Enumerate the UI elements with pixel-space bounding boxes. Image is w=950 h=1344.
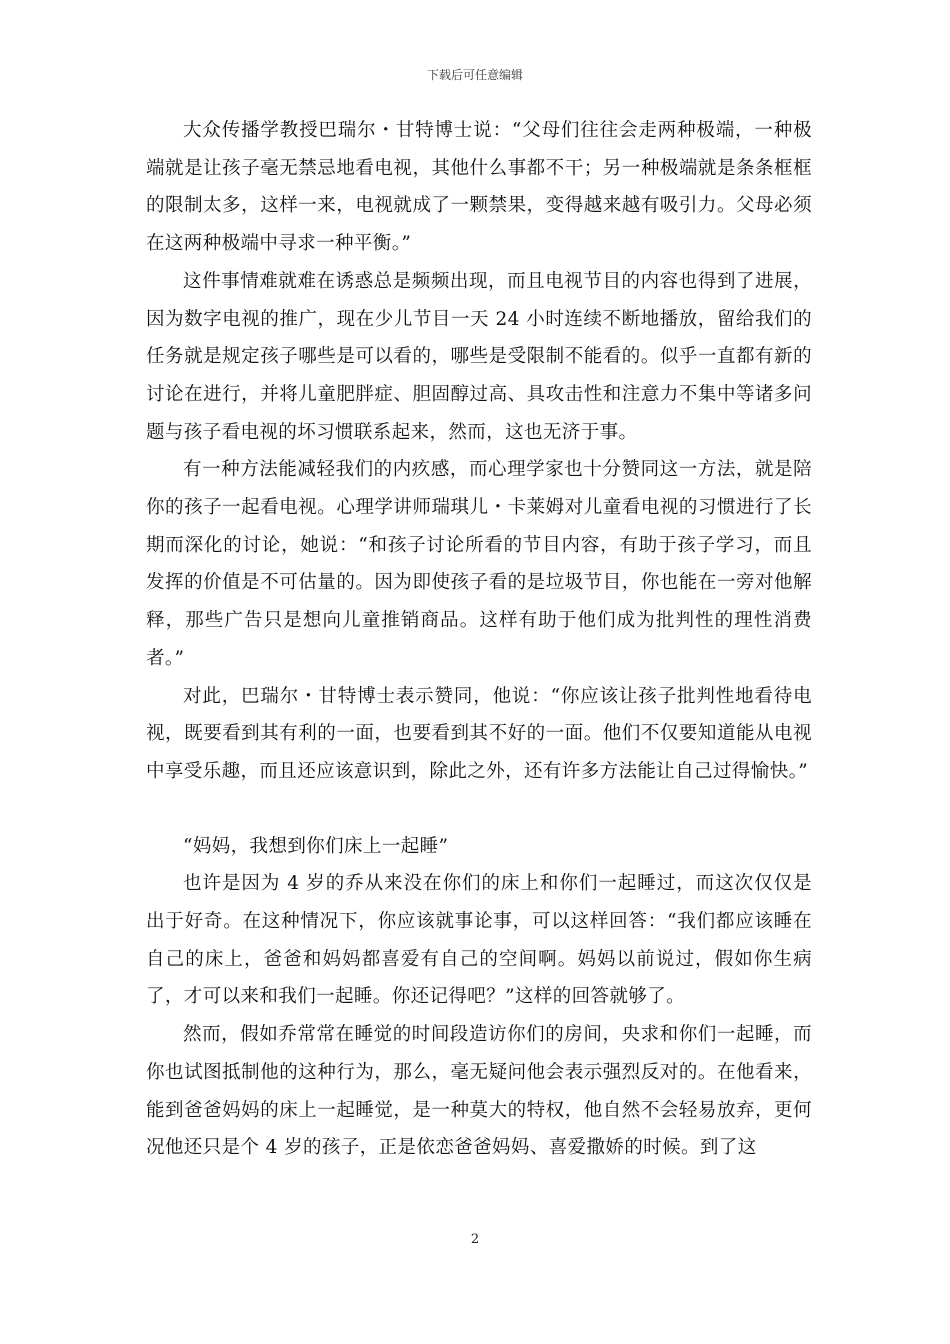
paragraph-curiosity: 也许是因为 4 岁的乔从来没在你们的床上和你们一起睡过，而这次仅仅是出于好奇。在这种情况下，你应该就事论事，可以这样回答：“我们都应该睡在自己的床上，爸爸和妈妈都喜爱有自己的空间啊。妈妈以前说过，假如你生病了，才可以来和我们一起睡。你还记得吧？”这样的回答就够了。 (146, 873, 812, 1008)
paragraph-temptation: 这件事情难就难在诱惑总是频频出现，而且电视节目的内容也得到了进展，因为数字电视的推广，现在少儿节目一天 24 小时连续不断地播放，留给我们的任务就是规定孩子哪些是可以看的，哪些是受限制不能看的。似乎一直都有新的讨论在进行，并将儿童肥胖症、胆固醇过高、具攻击性和注意力不集中等诸多问题与孩子看电视的坏习惯联系起来，然而，这也无济于事。 (146, 270, 812, 443)
document-body (146, 112, 812, 1167)
section-spacer (146, 791, 812, 828)
section-title: “妈妈，我想到你们床上一起睡” (183, 835, 449, 857)
paragraph-resistance: 然而，假如乔常常在睡觉的时间段造访你们的房间，央求和你们一起睡，而你也试图抵制他的这种行为，那么，毫无疑问他会表示强烈反对的。在他看来，能到爸爸妈妈的床上一起睡觉，是一种莫大的特权，他自然不会轻易放弃，更何况他还只是个 4 岁的孩子，正是依恋爸爸妈妈、喜爱撒娇的时候。到了这 (146, 1024, 812, 1159)
paragraph-watch-together: 有一种方法能减轻我们的内疚感，而心理学家也十分赞同这一方法，就是陪你的孩子一起看电视。心理学讲师瑞琪儿・卡莱姆对儿童看电视的习惯进行了长期而深化的讨论，她说：“和孩子讨论所看的节目内容，有助于孩子学习，而且发挥的价值是不可估量的。因为即使孩子看的是垃圾节目，你也能在一旁对他解释，那些广告只是想向儿童推销商品。这样有助于他们成为批判性的理性消费者。” (146, 459, 812, 669)
paragraph-critical-viewing: 对此，巴瑞尔・甘特博士表示赞同，他说：“你应该让孩子批判性地看待电视，既要看到其有利的一面，也要看到其不好的一面。他们不仅要知道能从电视中享受乐趣，而且还应该意识到，除此之外，还有许多方法能让自己过得愉快。” (146, 685, 812, 782)
page-header: 下载后可任意编辑 (426, 68, 523, 82)
paragraph-gant-quote: 大众传播学教授巴瑞尔・甘特博士说：“父母们往往会走两种极端，一种极端就是让孩子毫无禁忌地看电视，其他什么事都不干；另一种极端就是条条框框的限制太多，这样一来，电视就成了一颗禁果，变得越来越有吸引力。父母必须在这两种极端中寻求一种平衡。” (146, 120, 812, 255)
page-number: 2 (470, 1232, 480, 1247)
